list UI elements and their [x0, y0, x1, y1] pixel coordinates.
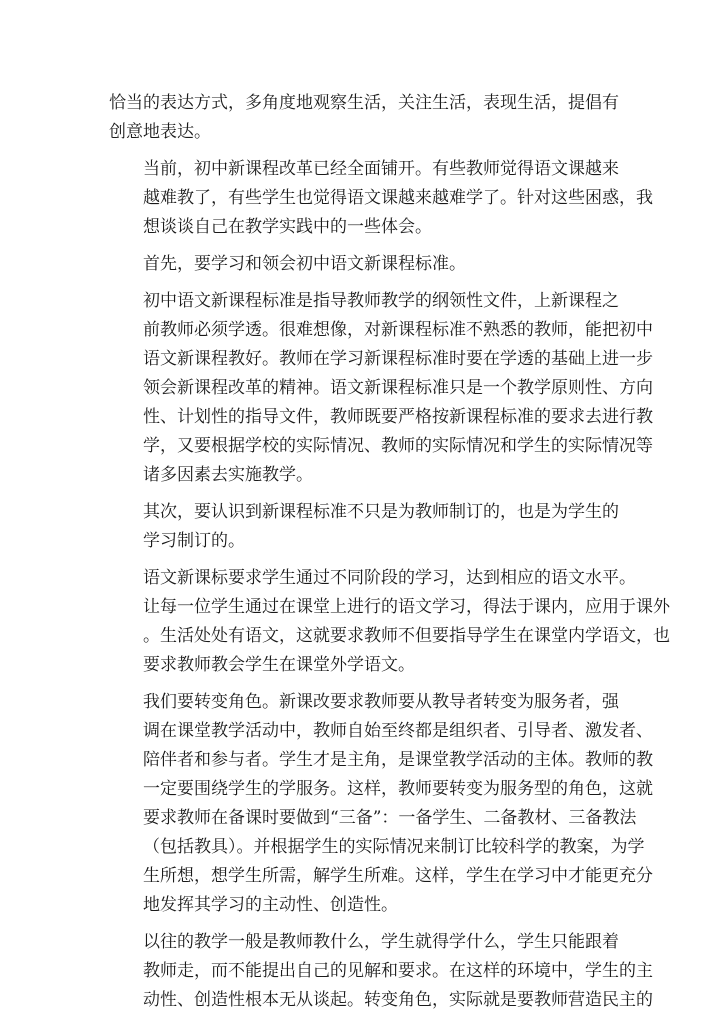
- text-line: 首先，要学习和领会初中语文新课程标准。: [143, 254, 466, 274]
- text-line: （包括教具）。并根据学生的实际情况来制订比较科学的教案，为学: [143, 837, 645, 857]
- text-line: 前教师必须学透。很难想像，对新课程标准不熟悉的教师，能把初中: [143, 320, 653, 340]
- document-body: [109, 89, 670, 1023]
- text-line: 学习制订的。: [143, 531, 245, 551]
- text-line: 初中语文新课程标准是指导教师教学的纲领性文件，上新课程之: [143, 291, 619, 311]
- text-line: 要求教师在备课时要做到“三备”：一备学生、二备教材、三备教法: [143, 808, 637, 828]
- text-line: 地发挥其学习的主动性、创造性。: [143, 895, 398, 915]
- text-line: 动性、创造性根本无从谈起。转变角色，实际就是要教师营造民主的: [143, 990, 653, 1010]
- paragraph: [109, 928, 653, 1015]
- paragraph: [109, 498, 620, 556]
- text-line: 陪伴者和参与者。学生才是主角，是课堂教学活动的主体。教师的教: [143, 750, 653, 770]
- text-line: 当前，初中新课程改革已经全面铺开。有些教师觉得语文课越来: [143, 159, 619, 179]
- text-line: 学，又要根据学校的实际情况、教师的实际情况和学生的实际情况等: [143, 436, 653, 456]
- paragraph: [109, 287, 653, 490]
- text-line: 诸多因素去实施教学。: [143, 465, 313, 485]
- text-line: 以往的教学一般是教师教什么，学生就得学什么，学生只能跟着: [143, 932, 619, 952]
- text-line: 语文新课标要求学生通过不同阶段的学习，达到相应的语文水平。: [143, 568, 636, 588]
- paragraph: [109, 688, 653, 920]
- text-line: 教师走，而不能提出自己的见解和要求。在这样的环境中，学生的主: [143, 961, 653, 981]
- text-line: 恰当的表达方式，多角度地观察生活，关注生活，表现生活，提倡有: [109, 93, 619, 113]
- paragraph: [109, 89, 620, 147]
- text-line: 其次，要认识到新课程标准不只是为教师制订的，也是为学生的: [143, 502, 619, 522]
- text-line: 要求教师教会学生在课堂外学语文。: [143, 655, 415, 675]
- text-line: 调在课堂教学活动中，教师自始至终都是组织者、引导者、激发者、: [143, 721, 653, 741]
- text-line: 创意地表达。: [109, 122, 211, 142]
- text-line: 想谈谈自己在教学实践中的一些体会。: [143, 217, 432, 237]
- text-line: 越难教了，有些学生也觉得语文课越来越难学了。针对这些困惑，我: [143, 188, 653, 208]
- text-line: 生所想，想学生所需，解学生所难。这样，学生在学习中才能更充分: [143, 866, 653, 886]
- text-line: 语文新课程教好。教师在学习新课程标准时要在学透的基础上进一步: [143, 349, 653, 369]
- text-line: 我们要转变角色。新课改要求教师要从教导者转变为服务者，强: [143, 692, 619, 712]
- paragraph: [109, 564, 670, 680]
- paragraph: [109, 250, 620, 279]
- text-line: 领会新课程改革的精神。语文新课程标准只是一个教学原则性、方向: [143, 378, 653, 398]
- paragraph: [109, 155, 653, 242]
- text-line: 性、计划性的指导文件，教师既要严格按新课程标准的要求去进行教: [143, 407, 653, 427]
- text-line: 一定要围绕学生的学服务。这样，教师要转变为服务型的角色，这就: [143, 779, 653, 799]
- text-line: 让每一位学生通过在课堂上进行的语文学习，得法于课内，应用于课外: [143, 597, 670, 617]
- text-line: 。生活处处有语文，这就要求教师不但要指导学生在课堂内学语文，也: [143, 626, 670, 646]
